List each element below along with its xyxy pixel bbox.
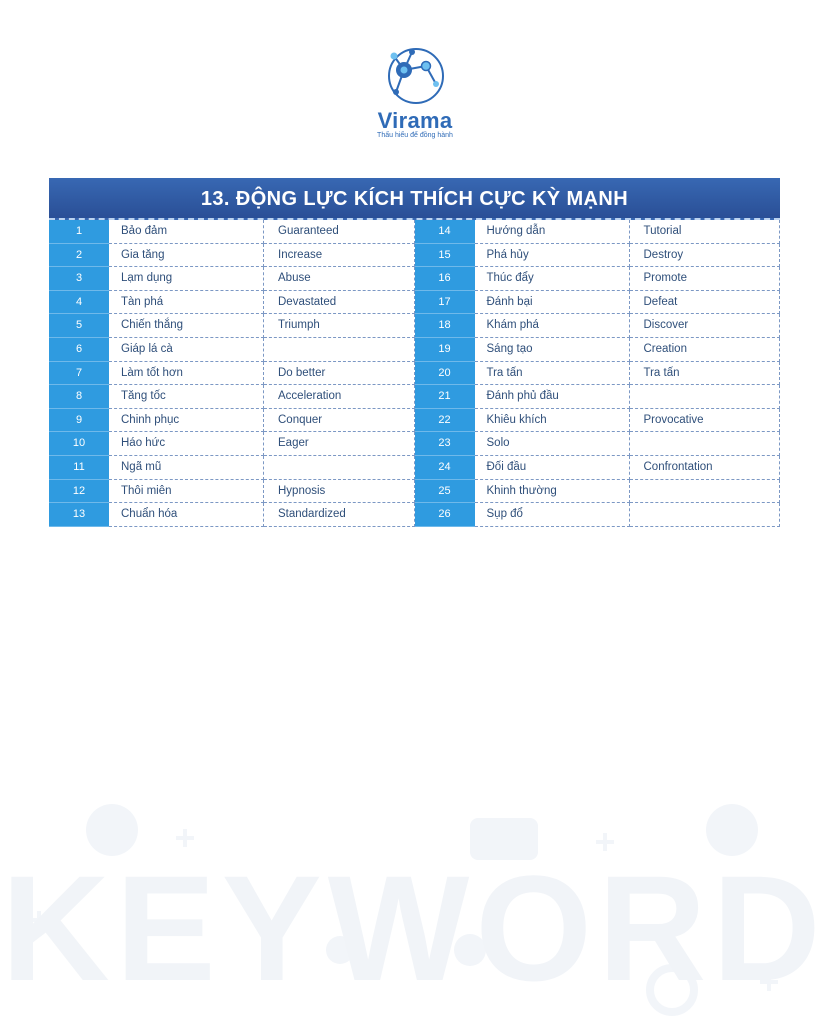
- row-number: 8: [49, 385, 109, 409]
- english-term: Standardized: [264, 503, 415, 527]
- table-row: [49, 432, 415, 456]
- english-term: [630, 385, 781, 409]
- vietnamese-term: Thôi miên: [109, 480, 264, 504]
- vietnamese-term: Gia tăng: [109, 244, 264, 268]
- vietnamese-term: Đánh bại: [475, 291, 630, 315]
- left-column-group: [49, 220, 415, 527]
- english-term: [264, 456, 415, 480]
- row-number: 2: [49, 244, 109, 268]
- row-number: 25: [415, 480, 475, 504]
- table-row: [415, 409, 781, 433]
- table-row: [415, 385, 781, 409]
- english-term: Hypnosis: [264, 480, 415, 504]
- row-number: 18: [415, 314, 475, 338]
- keyword-table: [49, 178, 780, 527]
- brand-name: Virama: [377, 108, 453, 133]
- network-globe-icon: [382, 46, 446, 108]
- row-number: 14: [415, 220, 475, 244]
- watermark-text: KEYWORD: [1, 844, 827, 1012]
- vietnamese-term: Tăng tốc: [109, 385, 264, 409]
- row-number: 19: [415, 338, 475, 362]
- row-number: 10: [49, 432, 109, 456]
- table-row: [49, 503, 415, 527]
- vietnamese-term: Hướng dẫn: [475, 220, 630, 244]
- english-term: Tra tấn: [630, 362, 781, 386]
- vietnamese-term: Đối đầu: [475, 456, 630, 480]
- table-row: [415, 432, 781, 456]
- vietnamese-term: Tàn phá: [109, 291, 264, 315]
- english-term: Do better: [264, 362, 415, 386]
- table-row: [415, 244, 781, 268]
- vietnamese-term: Khiêu khích: [475, 409, 630, 433]
- english-term: Triumph: [264, 314, 415, 338]
- english-term: Guaranteed: [264, 220, 415, 244]
- english-term: Destroy: [630, 244, 781, 268]
- table-row: [49, 220, 415, 244]
- row-number: 4: [49, 291, 109, 315]
- english-term: Defeat: [630, 291, 781, 315]
- english-term: Creation: [630, 338, 781, 362]
- virama-logo: [360, 46, 470, 146]
- english-term: Abuse: [264, 267, 415, 291]
- row-number: 13: [49, 503, 109, 527]
- row-number: 23: [415, 432, 475, 456]
- vietnamese-term: Ngã mũ: [109, 456, 264, 480]
- english-term: Confrontation: [630, 456, 781, 480]
- vietnamese-term: Bảo đảm: [109, 220, 264, 244]
- table-row: [415, 338, 781, 362]
- table-row: [49, 291, 415, 315]
- english-term: Eager: [264, 432, 415, 456]
- vietnamese-term: Phá hủy: [475, 244, 630, 268]
- table-row: [415, 220, 781, 244]
- table-row: [49, 385, 415, 409]
- table-title: 13. ĐỘNG LỰC KÍCH THÍCH CỰC KỲ MẠNH: [49, 178, 780, 220]
- vietnamese-term: Chuẩn hóa: [109, 503, 264, 527]
- english-term: [630, 432, 781, 456]
- vietnamese-term: Đánh phủ đầu: [475, 385, 630, 409]
- vietnamese-term: Chiến thắng: [109, 314, 264, 338]
- english-term: Devastated: [264, 291, 415, 315]
- vietnamese-term: Solo: [475, 432, 630, 456]
- table-row: [415, 267, 781, 291]
- row-number: 15: [415, 244, 475, 268]
- table-row: [49, 338, 415, 362]
- row-number: 11: [49, 456, 109, 480]
- vietnamese-term: Chinh phục: [109, 409, 264, 433]
- row-number: 3: [49, 267, 109, 291]
- vietnamese-term: Tra tấn: [475, 362, 630, 386]
- table-row: [49, 267, 415, 291]
- table-row: [49, 314, 415, 338]
- table-row: [49, 244, 415, 268]
- row-number: 1: [49, 220, 109, 244]
- table-row: [415, 291, 781, 315]
- english-term: Provocative: [630, 409, 781, 433]
- english-term: Discover: [630, 314, 781, 338]
- table-row: [49, 480, 415, 504]
- table-row: [415, 503, 781, 527]
- english-term: Conquer: [264, 409, 415, 433]
- vietnamese-term: Làm tốt hơn: [109, 362, 264, 386]
- english-term: [630, 503, 781, 527]
- table-row: [49, 409, 415, 433]
- table-row: [415, 314, 781, 338]
- row-number: 26: [415, 503, 475, 527]
- row-number: 21: [415, 385, 475, 409]
- row-number: 16: [415, 267, 475, 291]
- vietnamese-term: Lạm dụng: [109, 267, 264, 291]
- vietnamese-term: Sụp đổ: [475, 503, 630, 527]
- row-number: 5: [49, 314, 109, 338]
- vietnamese-term: Khám phá: [475, 314, 630, 338]
- vietnamese-term: Giáp lá cà: [109, 338, 264, 362]
- table-row: [49, 456, 415, 480]
- english-term: Promote: [630, 267, 781, 291]
- table-row: [415, 456, 781, 480]
- row-number: 12: [49, 480, 109, 504]
- row-number: 9: [49, 409, 109, 433]
- vietnamese-term: Thúc đẩy: [475, 267, 630, 291]
- vietnamese-term: Háo hức: [109, 432, 264, 456]
- keyword-watermark: [0, 790, 829, 1024]
- row-number: 17: [415, 291, 475, 315]
- row-number: 24: [415, 456, 475, 480]
- brand-tagline: Thấu hiểu để đồng hành: [377, 132, 453, 139]
- table-row: [415, 480, 781, 504]
- table-row: [415, 362, 781, 386]
- row-number: 22: [415, 409, 475, 433]
- english-term: Acceleration: [264, 385, 415, 409]
- row-number: 20: [415, 362, 475, 386]
- vietnamese-term: Sáng tạo: [475, 338, 630, 362]
- vietnamese-term: Khinh thường: [475, 480, 630, 504]
- english-term: Tutorial: [630, 220, 781, 244]
- english-term: Increase: [264, 244, 415, 268]
- english-term: [264, 338, 415, 362]
- row-number: 6: [49, 338, 109, 362]
- english-term: [630, 480, 781, 504]
- right-column-group: [415, 220, 781, 527]
- table-row: [49, 362, 415, 386]
- row-number: 7: [49, 362, 109, 386]
- table-grid: [49, 220, 780, 527]
